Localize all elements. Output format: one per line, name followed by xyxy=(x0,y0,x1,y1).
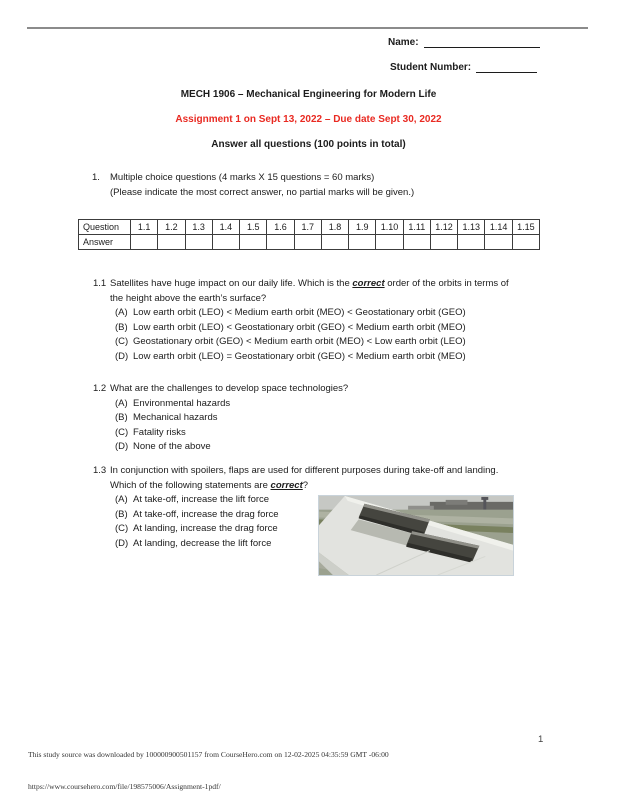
name-field-line xyxy=(424,37,540,48)
question-text-line1: What are the challenges to develop space technologies? xyxy=(110,383,349,394)
option-row xyxy=(115,426,348,441)
question-number-cell: 1.1 xyxy=(131,220,158,235)
option-text: Mechanical hazards xyxy=(133,412,218,423)
course-title: MECH 1906 – Mechanical Engineering for Modern Life xyxy=(180,89,437,100)
question-number-cell: 1.12 xyxy=(430,220,457,235)
question-number-cell: 1.4 xyxy=(212,220,239,235)
question-number-cell: 1.7 xyxy=(294,220,321,235)
question-text-line2: the height above the earth’s surface? xyxy=(110,292,267,304)
option-text: At take-off, increase the lift force xyxy=(133,494,270,505)
name-label: Name: xyxy=(388,37,419,48)
answer-all-instruction: Answer all questions (100 points in total) xyxy=(211,139,406,150)
option-text: Low earth orbit (LEO) < Medium earth orbit (MEO) < Geostationary orbit (GEO) xyxy=(133,307,466,318)
question-number-cell: 1.15 xyxy=(512,220,539,235)
option-text: At landing, increase the drag force xyxy=(133,523,278,534)
option-row xyxy=(115,411,348,426)
option-label: (B) xyxy=(115,508,128,520)
emphasis-correct: correct xyxy=(352,278,385,289)
option-row xyxy=(115,397,348,412)
question-number: 1.1 xyxy=(93,278,107,289)
option-text: At landing, decrease the lift force xyxy=(133,537,272,549)
emphasis-correct: correct xyxy=(270,479,303,491)
coursehero-download-notice: This study source was downloaded by 100000900501157 from CourseHero.com on 12-02-2025 04:35:59 GMT -06:00 xyxy=(28,750,389,759)
answer-cell xyxy=(485,235,512,250)
question-number-cell: 1.2 xyxy=(158,220,185,235)
option-label: (B) xyxy=(115,412,128,423)
option-text: At take-off, increase the drag force xyxy=(133,508,279,520)
header-divider-line xyxy=(27,27,588,29)
option-label: (D) xyxy=(115,441,129,452)
answer-cell xyxy=(212,235,239,250)
answer-cell xyxy=(240,235,267,250)
coursehero-file-url[interactable]: https://www.coursehero.com/file/198575006/Assignment-1pdf/ xyxy=(28,782,221,791)
section-title: Multiple choice questions (4 marks X 15 questions = 60 marks) xyxy=(110,172,375,183)
question-number: 1.3 xyxy=(93,465,107,476)
option-text: Low earth orbit (LEO) < Geostationary orbit (GEO) < Medium earth orbit (MEO) xyxy=(133,321,466,333)
airplane-wing-photo xyxy=(318,495,514,576)
question-text-line1: In conjunction with spoilers, flaps are used for different purposes during take-off and landing. xyxy=(110,465,499,476)
answer-cell xyxy=(158,235,185,250)
question-number-cell: 1.8 xyxy=(321,220,348,235)
option-row xyxy=(115,306,509,321)
question-1-1 xyxy=(93,277,509,364)
question-number-cell: 1.13 xyxy=(458,220,485,235)
airplane-wing-illustration xyxy=(319,496,513,575)
question-number-cell: 1.10 xyxy=(376,220,403,235)
answer-row-header: Answer xyxy=(79,235,131,250)
option-text: Low earth orbit (LEO) = Geostationary orbit (GEO) < Medium earth orbit (MEO) xyxy=(133,350,466,362)
question-number: 1.2 xyxy=(93,383,107,394)
question-number-cell: 1.9 xyxy=(349,220,376,235)
option-label: (B) xyxy=(115,321,128,333)
section-number: 1. xyxy=(92,172,100,183)
option-row xyxy=(115,321,509,336)
student-number-label: Student Number: xyxy=(390,62,472,73)
name-field-row xyxy=(388,37,540,48)
option-label: (D) xyxy=(115,350,129,362)
question-number-cell: 1.6 xyxy=(267,220,294,235)
answer-cell xyxy=(458,235,485,250)
answer-cell xyxy=(185,235,212,250)
question-number-cell: 1.3 xyxy=(185,220,212,235)
option-row xyxy=(115,335,509,350)
option-label: (D) xyxy=(115,537,129,549)
answer-table xyxy=(78,219,540,250)
answer-cell xyxy=(376,235,403,250)
question-row-header: Question xyxy=(79,220,131,235)
student-number-field-row xyxy=(390,62,537,73)
answer-table-answer-row xyxy=(79,235,540,250)
option-label: (A) xyxy=(115,494,128,505)
answer-cell xyxy=(321,235,348,250)
assignment-dates-line: Assignment 1 on Sept 13, 2022 – Due date Sept 30, 2022 xyxy=(175,114,442,125)
section-subtitle: (Please indicate the most correct answer, no partial marks will be given.) xyxy=(110,186,415,198)
option-row xyxy=(115,440,348,455)
option-row xyxy=(115,350,509,365)
section-1-intro xyxy=(92,171,414,200)
option-text: Fatality risks xyxy=(133,426,186,438)
answer-table-question-row xyxy=(79,220,540,235)
question-1-2 xyxy=(93,382,348,455)
question-text-line2: Which of the following statements are correct? xyxy=(110,479,309,491)
student-number-field-line xyxy=(476,62,537,73)
answer-cell xyxy=(430,235,457,250)
answer-cell xyxy=(349,235,376,250)
question-number-cell: 1.11 xyxy=(403,220,430,235)
option-text: Geostationary orbit (GEO) < Medium earth orbit (MEO) < Low earth orbit (LEO) xyxy=(133,336,466,347)
option-text: None of the above xyxy=(133,441,211,452)
option-text: Environmental hazards xyxy=(133,397,231,409)
answer-cell xyxy=(512,235,539,250)
answer-cell xyxy=(294,235,321,250)
question-text-line1: Satellites have huge impact on our daily life. Which is the correct order of the orbits in terms of xyxy=(110,278,509,289)
answer-cell xyxy=(131,235,158,250)
question-number-cell: 1.5 xyxy=(240,220,267,235)
option-label: (C) xyxy=(115,523,129,534)
question-number-cell: 1.14 xyxy=(485,220,512,235)
option-label: (A) xyxy=(115,397,128,409)
answer-cell xyxy=(403,235,430,250)
option-label: (A) xyxy=(115,307,128,318)
answer-cell xyxy=(267,235,294,250)
option-label: (C) xyxy=(115,426,129,438)
page-number: 1 xyxy=(538,734,544,745)
option-label: (C) xyxy=(115,336,129,347)
